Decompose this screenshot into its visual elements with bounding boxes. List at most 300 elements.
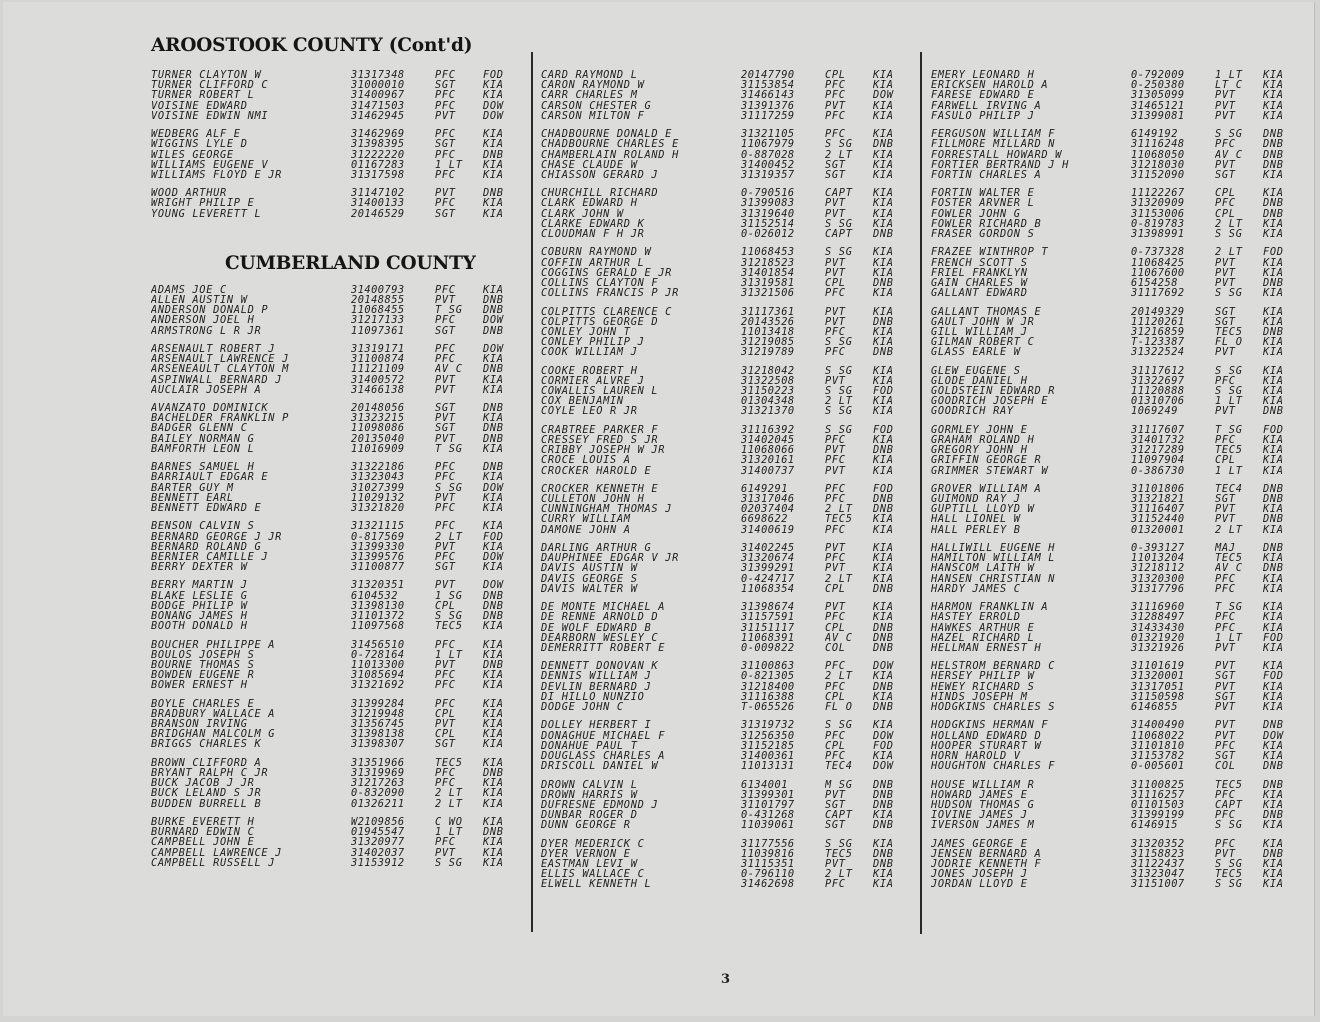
- soldier-name: BUCK JACOB J JR: [151, 778, 255, 789]
- rank: PFC: [1215, 789, 1236, 800]
- status: KIA: [1263, 365, 1284, 376]
- status: FOD: [1263, 632, 1284, 643]
- rank: 1 SG: [435, 590, 463, 601]
- serial-number: 31320909: [1131, 198, 1185, 209]
- rank: S SG: [825, 424, 853, 435]
- soldier-name: HEWEY RICHARD S: [931, 681, 1035, 692]
- status: KIA: [1263, 337, 1284, 348]
- status: KIA: [483, 708, 504, 720]
- serial-number: 31117612: [1131, 365, 1185, 376]
- table-row: [541, 761, 911, 771]
- serial-number: 6149291: [741, 483, 788, 495]
- status: KIA: [1263, 583, 1284, 594]
- serial-number: W2109856: [351, 816, 405, 828]
- soldier-name: CLARKE EDWARD K: [541, 218, 645, 229]
- soldier-name: HALL PERLEY B: [931, 524, 1021, 535]
- rank: CAPT: [825, 810, 853, 821]
- rank: LT C: [1215, 80, 1243, 91]
- status: KIA: [873, 838, 894, 849]
- serial-number: 31399576: [351, 551, 405, 563]
- rank: CPL: [435, 600, 456, 611]
- rank: 1 LT: [1215, 465, 1243, 476]
- soldier-name: CROCE LOUIS A: [541, 455, 631, 466]
- table-row: [541, 553, 911, 563]
- rank: PFC: [825, 110, 846, 121]
- entry-group: [541, 839, 911, 890]
- status: KIA: [483, 492, 504, 503]
- serial-number: 31399291: [741, 563, 795, 574]
- status: DNB: [873, 139, 894, 150]
- table-row: [931, 376, 1301, 386]
- serial-number: 31400452: [741, 159, 795, 170]
- rank: PVT: [825, 602, 846, 613]
- serial-number: 31122437: [1131, 859, 1185, 870]
- rank: PFC: [435, 90, 456, 101]
- table-row: [931, 602, 1301, 612]
- serial-number: 31288497: [1131, 612, 1185, 623]
- status: KIA: [873, 455, 894, 466]
- serial-number: 31150223: [741, 386, 795, 397]
- serial-number: 31319581: [741, 277, 795, 289]
- table-row: [931, 514, 1301, 524]
- soldier-name: CHURCHILL RICHARD: [541, 188, 659, 199]
- table-row: [541, 780, 911, 790]
- column-divider: [531, 52, 533, 932]
- soldier-name: CARON RAYMOND W: [541, 80, 645, 91]
- soldier-name: DEARBORN WESLEY C: [541, 632, 659, 643]
- serial-number: 11068453: [741, 247, 795, 258]
- soldier-name: GOLDSTEIN EDWARD R: [931, 386, 1056, 397]
- soldier-name: COGGINS GERALD E JR: [541, 267, 673, 278]
- rank: PFC: [1215, 573, 1236, 584]
- rank: PVT: [435, 413, 456, 424]
- table-row: [541, 820, 911, 830]
- status: KIA: [873, 149, 894, 160]
- table-row: [151, 150, 521, 160]
- soldier-name: CAMPBELL JOHN E: [151, 837, 255, 848]
- soldier-name: GALLANT THOMAS E: [931, 306, 1042, 317]
- serial-number: 11068050: [1131, 149, 1185, 160]
- status: KIA: [483, 472, 504, 483]
- serial-number: 01101503: [1131, 799, 1185, 811]
- soldier-name: HELLMAN ERNEST H: [931, 642, 1042, 654]
- soldier-name: CAMPBELL LAWRENCE J: [151, 847, 283, 858]
- status: DOW: [483, 551, 504, 563]
- soldier-name: CLOUDMAN F H JR: [541, 229, 645, 240]
- serial-number: 11013418: [741, 326, 795, 338]
- serial-number: 0-431268: [741, 810, 795, 821]
- rank: 1 LT: [435, 159, 463, 170]
- serial-number: 31151117: [741, 622, 795, 633]
- soldier-name: FOSTER ARVNER L: [931, 198, 1035, 209]
- entry-group: [151, 640, 521, 691]
- status: FOD: [1263, 247, 1284, 258]
- status: KIA: [1263, 169, 1284, 181]
- rank: PVT: [435, 188, 456, 199]
- rank: SGT: [1215, 169, 1236, 181]
- status: KIA: [873, 129, 894, 140]
- status: DOW: [1263, 730, 1284, 741]
- table-row: [151, 768, 521, 778]
- status: DOW: [483, 315, 504, 326]
- table-row: [541, 859, 911, 869]
- soldier-name: CARSON CHESTER G: [541, 100, 652, 111]
- status: DNB: [873, 494, 894, 505]
- rank: FL O: [825, 702, 853, 713]
- rank: PVT: [1215, 514, 1236, 525]
- table-row: [151, 778, 521, 788]
- serial-number: 11013300: [351, 659, 405, 671]
- rank: PVT: [825, 465, 846, 476]
- serial-number: 20135040: [351, 433, 405, 444]
- soldier-name: FERGUSON WILLIAM F: [931, 129, 1056, 140]
- soldier-name: ASPINWALL BERNARD J: [151, 374, 283, 385]
- rank: 1 LT: [435, 649, 463, 660]
- table-row: [931, 80, 1301, 90]
- table-row: [541, 435, 911, 445]
- status: DNB: [873, 632, 894, 643]
- serial-number: 0-796110: [741, 869, 795, 880]
- rank: S SG: [435, 857, 463, 868]
- rank: PFC: [1215, 740, 1236, 751]
- status: DNB: [873, 779, 894, 790]
- table-row: [541, 839, 911, 849]
- rank: MAJ: [1215, 543, 1236, 554]
- table-row: [151, 344, 521, 354]
- entry-group: [541, 543, 911, 594]
- table-row: [151, 729, 521, 739]
- table-row: [931, 702, 1301, 712]
- table-row: [541, 623, 911, 633]
- status: KIA: [1263, 622, 1284, 633]
- rank: PVT: [1215, 159, 1236, 170]
- serial-number: 31116407: [1131, 504, 1185, 515]
- table-row: [541, 111, 911, 121]
- status: KIA: [1263, 750, 1284, 762]
- rank: CPL: [825, 740, 846, 751]
- rank: PFC: [825, 129, 846, 140]
- soldier-name: JONES JOSEPH J: [931, 869, 1028, 880]
- status: FOD: [1263, 424, 1284, 435]
- serial-number: 31158823: [1131, 848, 1185, 859]
- rank: SGT: [825, 799, 846, 811]
- table-row: [541, 288, 911, 298]
- soldier-name: GUIMOND RAY J: [931, 494, 1021, 505]
- status: KIA: [873, 169, 894, 181]
- rank: PVT: [825, 859, 846, 870]
- status: DNB: [873, 445, 894, 456]
- soldier-name: DAVIS GEORGE S: [541, 573, 638, 584]
- soldier-name: GRAHAM ROLAND H: [931, 434, 1035, 446]
- table-row: [931, 445, 1301, 455]
- table-row: [931, 188, 1301, 198]
- soldier-name: EASTMAN LEVI W: [541, 859, 638, 870]
- soldier-name: HALL LIONEL W: [931, 514, 1021, 525]
- soldier-name: CHIASSON GERARD J: [541, 169, 659, 181]
- rank: PFC: [1215, 434, 1236, 446]
- serial-number: 0-887028: [741, 149, 795, 160]
- status: KIA: [1263, 218, 1284, 229]
- table-row: [931, 484, 1301, 494]
- rank: PVT: [1215, 347, 1236, 358]
- rank: PFC: [435, 502, 456, 514]
- status: DNB: [1263, 543, 1284, 554]
- status: DNB: [873, 799, 894, 811]
- status: KIA: [1263, 553, 1284, 564]
- rank: S SG: [1215, 288, 1243, 299]
- table-row: [541, 247, 911, 257]
- table-row: [931, 466, 1301, 476]
- table-row: [931, 337, 1301, 347]
- serial-number: 31321821: [1131, 494, 1185, 505]
- serial-number: 0-792009: [1131, 70, 1185, 81]
- rank: PVT: [825, 208, 846, 219]
- rank: PVT: [1215, 267, 1236, 278]
- rank: PFC: [435, 670, 456, 681]
- soldier-name: COFFIN ARTHUR L: [541, 257, 645, 268]
- status: KIA: [873, 80, 894, 91]
- serial-number: 0-819783: [1131, 218, 1185, 229]
- table-row: [541, 633, 911, 643]
- rank: PFC: [435, 354, 456, 365]
- soldier-name: DAMONE JOHN A: [541, 524, 631, 535]
- serial-number: 0-817569: [351, 531, 405, 542]
- serial-number: 31466143: [741, 90, 795, 101]
- table-row: [151, 739, 521, 749]
- status: KIA: [873, 563, 894, 574]
- serial-number: 31222220: [351, 149, 405, 160]
- serial-number: T-123387: [1131, 337, 1185, 348]
- table-row: [541, 671, 911, 681]
- table-row: [931, 859, 1301, 869]
- table-row: [151, 580, 521, 590]
- serial-number: 31399301: [741, 789, 795, 800]
- rank: PFC: [825, 288, 846, 299]
- soldier-name: ARSENAULT LAWRENCE J: [151, 354, 289, 365]
- table-row: [931, 386, 1301, 396]
- soldier-name: DUFRESNE EDMOND J: [541, 799, 659, 811]
- serial-number: 31219085: [741, 337, 795, 348]
- rank: SGT: [435, 562, 456, 573]
- serial-number: 31027399: [351, 482, 405, 493]
- rank: SGT: [435, 739, 456, 750]
- table-row: [931, 494, 1301, 504]
- serial-number: 02037404: [741, 504, 795, 515]
- serial-number: 01310706: [1131, 396, 1185, 407]
- soldier-name: BARTER GUY M: [151, 482, 234, 493]
- soldier-name: IOVINE JAMES J: [931, 810, 1028, 821]
- soldier-name: COOKE ROBERT H: [541, 365, 638, 376]
- table-row: [541, 129, 911, 139]
- soldier-name: VOISINE EDWARD: [151, 100, 248, 111]
- rank: CAPT: [825, 229, 853, 240]
- serial-number: 31398307: [351, 739, 405, 750]
- table-row: [541, 198, 911, 208]
- table-row: [151, 621, 521, 631]
- soldier-name: DYER MEDERICK C: [541, 838, 645, 849]
- serial-number: 0-009822: [741, 642, 795, 654]
- status: KIA: [483, 384, 504, 395]
- rank: 2 LT: [825, 504, 853, 515]
- serial-number: 31085694: [351, 670, 405, 681]
- table-row: [151, 472, 521, 482]
- serial-number: 31218042: [741, 365, 795, 376]
- serial-number: 11016909: [351, 443, 405, 454]
- rank: PVT: [435, 847, 456, 858]
- soldier-name: BUCK LELAND S JR: [151, 788, 262, 799]
- soldier-name: CORMIER ALVRE J: [541, 375, 645, 386]
- status: DNB: [483, 768, 504, 779]
- table-row: [151, 503, 521, 513]
- soldier-name: DRISCOLL DANIEL W: [541, 761, 659, 772]
- table-row: [151, 680, 521, 690]
- table-row: [151, 837, 521, 847]
- serial-number: 20149329: [1131, 306, 1185, 317]
- rank: 2 LT: [1215, 247, 1243, 258]
- status: DNB: [873, 789, 894, 800]
- status: DNB: [483, 364, 504, 375]
- table-row: [541, 504, 911, 514]
- soldier-name: BERNIER CAMILLE J: [151, 551, 269, 563]
- soldier-name: FORTIN CHARLES A: [931, 169, 1042, 181]
- serial-number: 31400793: [351, 284, 405, 295]
- rank: PVT: [825, 375, 846, 386]
- rank: PFC: [825, 494, 846, 505]
- table-row: [151, 532, 521, 542]
- status: KIA: [1263, 90, 1284, 101]
- rank: S SG: [825, 139, 853, 150]
- rank: AV C: [435, 364, 463, 375]
- table-row: [541, 466, 911, 476]
- status: KIA: [483, 562, 504, 573]
- table-row: [151, 542, 521, 552]
- entry-group: [931, 543, 1301, 594]
- serial-number: 31402045: [741, 434, 795, 446]
- rank: CPL: [435, 729, 456, 740]
- soldier-name: DODGE JOHN C: [541, 702, 624, 713]
- table-row: [151, 601, 521, 611]
- status: KIA: [873, 375, 894, 386]
- rank: 2 LT: [825, 869, 853, 880]
- entry-group: [151, 129, 521, 180]
- table-row: [541, 337, 911, 347]
- serial-number: 31471503: [351, 100, 405, 111]
- status: FOD: [873, 424, 894, 435]
- status: DNB: [873, 859, 894, 870]
- rank: TEC4: [825, 761, 853, 772]
- soldier-name: DE RENNE ARNOLD D: [541, 612, 659, 623]
- rank: S SG: [435, 611, 463, 622]
- rank: AV C: [825, 632, 853, 643]
- soldier-name: WILLIAMS EUGENE V: [151, 159, 269, 170]
- soldier-name: HANSEN CHRISTIAN N: [931, 573, 1056, 584]
- table-row: [151, 285, 521, 295]
- status: KIA: [1263, 347, 1284, 358]
- rank: 2 LT: [825, 396, 853, 407]
- soldier-name: HAZEL RICHARD L: [931, 632, 1035, 643]
- table-row: [151, 799, 521, 809]
- soldier-name: GLODE DANIEL H: [931, 375, 1028, 386]
- table-row: [931, 347, 1301, 357]
- soldier-name: DI HILLO NUNZIO: [541, 691, 645, 702]
- soldier-name: JENSEN BERNARD A: [931, 848, 1042, 859]
- table-row: [151, 521, 521, 531]
- soldier-name: CARSON MILTON F: [541, 110, 645, 121]
- roster-page: [3, 2, 1315, 1016]
- soldier-name: DAUPHINEE EDGAR V JR: [541, 553, 679, 564]
- rank: PVT: [1215, 681, 1236, 692]
- soldier-name: CONLEY PHILIP J: [541, 337, 645, 348]
- rank: S SG: [1215, 859, 1243, 870]
- rank: SGT: [1215, 671, 1236, 682]
- serial-number: 0-737328: [1131, 247, 1185, 258]
- rank: PFC: [435, 837, 456, 848]
- status: KIA: [873, 671, 894, 682]
- status: KIA: [873, 514, 894, 525]
- soldier-name: CROCKER HAROLD E: [541, 465, 652, 476]
- rank: S SG: [1215, 386, 1243, 397]
- entry-group: [151, 188, 521, 219]
- serial-number: 0-832090: [351, 788, 405, 799]
- serial-number: 31153912: [351, 857, 405, 868]
- soldier-name: DE WOLF EDWARD B: [541, 622, 652, 633]
- rank: PFC: [435, 100, 456, 111]
- rank: PFC: [825, 879, 846, 890]
- rank: 1 LT: [1215, 396, 1243, 407]
- soldier-name: WEDBERG ALF E: [151, 129, 241, 140]
- rank: PFC: [825, 326, 846, 338]
- soldier-name: BURKE EVERETT H: [151, 816, 255, 828]
- status: KIA: [483, 847, 504, 858]
- status: KIA: [873, 434, 894, 446]
- rank: PVT: [435, 374, 456, 385]
- table-row: [931, 258, 1301, 268]
- serial-number: 31400737: [741, 465, 795, 476]
- serial-number: 31402245: [741, 543, 795, 554]
- status: DNB: [1263, 139, 1284, 150]
- soldier-name: COBURN RAYMOND W: [541, 247, 652, 258]
- rank: PVT: [435, 719, 456, 730]
- table-row: [151, 640, 521, 650]
- column-divider: [920, 52, 922, 934]
- rank: PFC: [825, 347, 846, 358]
- serial-number: 31465121: [1131, 100, 1185, 111]
- status: KIA: [873, 257, 894, 268]
- serial-number: 31117361: [741, 306, 795, 317]
- table-row: [931, 879, 1301, 889]
- table-row: [931, 810, 1301, 820]
- status: KIA: [1263, 316, 1284, 327]
- soldier-name: DAVIS AUSTIN W: [541, 563, 638, 574]
- entry-group: [151, 344, 521, 395]
- status: KIA: [1263, 799, 1284, 811]
- rank: TEC4: [1215, 483, 1243, 495]
- status: KIA: [483, 502, 504, 514]
- soldier-name: GLEW EUGENE S: [931, 365, 1021, 376]
- table-row: [151, 129, 521, 139]
- rank: TEC5: [435, 621, 463, 632]
- table-row: [541, 731, 911, 741]
- rank: CPL: [1215, 208, 1236, 219]
- status: DOW: [873, 761, 894, 772]
- status: KIA: [873, 70, 894, 81]
- rank: S SG: [1215, 229, 1243, 240]
- table-row: [151, 80, 521, 90]
- soldier-name: GILL WILLIAM J: [931, 326, 1028, 338]
- serial-number: 31400967: [351, 90, 405, 101]
- table-row: [541, 741, 911, 751]
- table-row: [151, 650, 521, 660]
